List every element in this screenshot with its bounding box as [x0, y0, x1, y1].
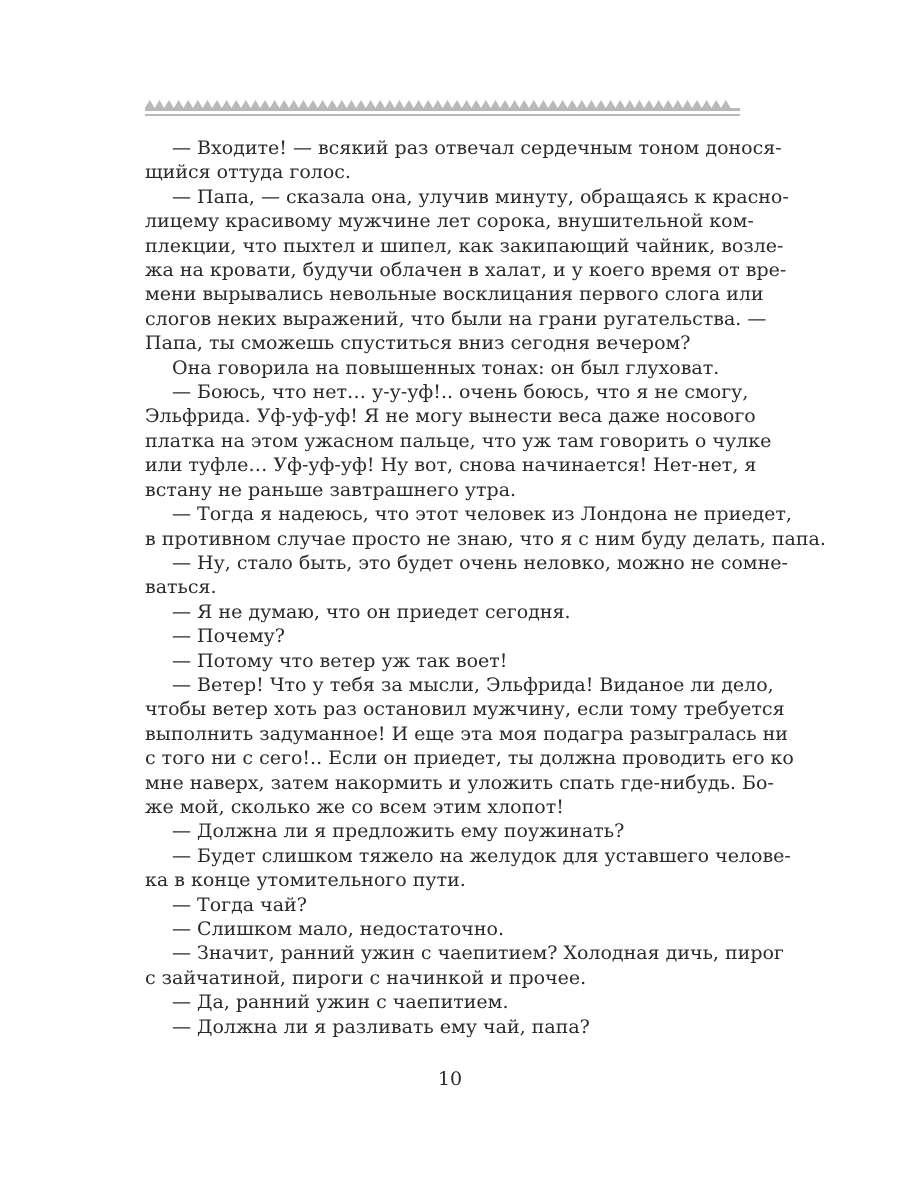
- text-line: ка в конце утомительного пути.: [145, 869, 466, 892]
- ornament-triangle: [587, 100, 597, 108]
- text-line: лицему красивому мужчине лет сорока, внушительной ком-: [145, 210, 754, 233]
- ornament-triangle: [183, 100, 193, 108]
- ornament-triangle: [347, 100, 357, 108]
- ornament-triangle: [635, 100, 645, 108]
- paragraph: [145, 649, 740, 673]
- ornament-triangle: [395, 100, 405, 108]
- ornament-triangle: [203, 100, 213, 108]
- ornament-triangle: [721, 100, 731, 108]
- ornament-triangle: [337, 100, 347, 108]
- ornament-triangle: [222, 100, 232, 108]
- ornament-triangle: [567, 100, 577, 108]
- text-line: — Входите! — всякий раз отвечал сердечным тоном донося-: [172, 137, 782, 159]
- paragraph: [145, 917, 740, 941]
- ornament-triangle: [711, 100, 721, 108]
- ornament-triangle: [327, 100, 337, 108]
- paragraph: [145, 380, 772, 502]
- ornament-triangle: [356, 100, 366, 108]
- ornament-triangle: [491, 100, 501, 108]
- paragraph: [145, 1015, 740, 1039]
- ornament-triangle: [308, 100, 318, 108]
- ornament-triangle: [625, 100, 635, 108]
- text-line: — Ну, стало быть, это будет очень неловко, можно не сомне-: [172, 551, 788, 574]
- ornament-triangle: [462, 100, 472, 108]
- ornament-triangle: [606, 100, 616, 108]
- ornament-triangle: [443, 100, 453, 108]
- text-line: — Ветер! Что у тебя за мысли, Эльфрида! Виданое ли дело,: [172, 673, 774, 696]
- paragraph: [145, 673, 794, 819]
- ornament-triangle: [500, 100, 510, 108]
- ornament-triangle: [212, 100, 222, 108]
- text-line: — Тогда я надеюсь, что этот человек из Лондона не приедет,: [172, 503, 792, 526]
- ornament-triangle: [375, 100, 385, 108]
- ornament-triangle: [577, 100, 587, 108]
- text-line: мне наверх, затем накормить и уложить спать где-нибудь. Бо-: [145, 771, 774, 794]
- ornament-triangle: [615, 100, 625, 108]
- ornament-triangle: [164, 100, 174, 108]
- ornament-triangle: [289, 100, 299, 108]
- text-line: или туфле… Уф-уф-уф! Ну вот, снова начинается! Нет-нет, я: [145, 454, 757, 477]
- text-line: слогов неких выражений, что были на грани ругательства. —: [145, 307, 767, 330]
- paragraph: [145, 551, 788, 600]
- ornament-rule: [145, 114, 740, 116]
- ornament-triangle: [145, 100, 155, 108]
- text-line: — Да, ранний ужин с чаепитием.: [172, 991, 509, 1014]
- text-line: — Должна ли я разливать ему чай, папа?: [172, 1015, 590, 1038]
- text-line: Эльфрида. Уф-уф-уф! Я не могу вынести веса даже носового: [145, 405, 756, 428]
- ornament-triangle: [231, 100, 241, 108]
- ornament-triangle: [471, 100, 481, 108]
- paragraph: [145, 185, 789, 356]
- paragraph: [145, 844, 791, 893]
- ornament-triangle: [414, 100, 424, 108]
- ornament-triangle: [433, 100, 443, 108]
- ornament-triangle: [318, 100, 328, 108]
- paragraph: [145, 624, 740, 648]
- ornament-triangle: [692, 100, 702, 108]
- ornament-triangle: [510, 100, 520, 108]
- ornament-triangle: [251, 100, 261, 108]
- text-line: — Должна ли я предложить ему поужинать?: [172, 820, 625, 843]
- text-line: с того ни с сего!.. Если он приедет, ты должна проводить его ко: [145, 747, 794, 770]
- ornament-triangle: [279, 100, 289, 108]
- body-text: [145, 136, 826, 1039]
- ornament-triangle: [644, 100, 654, 108]
- paragraph: [145, 893, 740, 917]
- ornament-triangle: [673, 100, 683, 108]
- text-line: плекции, что пыхтел и шипел, как закипающий чайник, возле-: [145, 234, 784, 257]
- text-line: выполнить задуманное! И еще эта моя подагра разыгралась ни: [145, 722, 788, 745]
- ornament-triangle: [548, 100, 558, 108]
- paragraph: [145, 600, 740, 624]
- ornament-triangle: [366, 100, 376, 108]
- paragraph: [145, 136, 782, 185]
- ornament-triangle: [702, 100, 712, 108]
- header-ornament: [145, 96, 740, 120]
- text-line: — Потому что ветер уж так воет!: [172, 649, 508, 672]
- ornament-triangle: [193, 100, 203, 108]
- paragraph: [145, 941, 784, 990]
- text-line: мени вырывались невольные восклицания первого слога или: [145, 283, 764, 306]
- ornament-triangle: [452, 100, 462, 108]
- ornament-triangle: [529, 100, 539, 108]
- text-line: же мой, сколько же со всем этим хлопот!: [145, 795, 564, 818]
- ornament-triangle: [519, 100, 529, 108]
- text-line: жа на кровати, будучи облачен в халат, и у коего время от вре-: [145, 259, 787, 282]
- text-line: — Боюсь, что нет… у-у-уф!.. очень боюсь, что я не смогу,: [172, 381, 749, 404]
- text-line: — Почему?: [172, 625, 285, 648]
- text-line: щийся оттуда голос.: [145, 161, 351, 184]
- ornament-triangle: [663, 100, 673, 108]
- ornament-triangle: [404, 100, 414, 108]
- ornament-triangle: [596, 100, 606, 108]
- ornament-triangle: [299, 100, 309, 108]
- ornament-triangle: [423, 100, 433, 108]
- ornament-triangle: [481, 100, 491, 108]
- ornament-triangle: [260, 100, 270, 108]
- text-line: Папа, ты сможешь спуститься вниз сегодня вечером?: [145, 332, 691, 355]
- text-line: платка на этом ужасном пальце, что уж там говорить о чулке: [145, 429, 772, 452]
- text-line: — Папа, — сказала она, улучив минуту, обращаясь к красно-: [172, 185, 789, 208]
- ornament-triangle: [174, 100, 184, 108]
- ornament-band: [145, 108, 740, 111]
- ornament-triangle: [654, 100, 664, 108]
- text-line: в противном случае просто не знаю, что я с ним буду делать, папа.: [145, 527, 826, 550]
- ornament-triangle: [270, 100, 280, 108]
- text-line: — Значит, ранний ужин с чаепитием? Холодная дичь, пирог: [172, 942, 784, 965]
- text-line: ваться.: [145, 576, 217, 599]
- paragraph: [145, 990, 740, 1014]
- paragraph: [145, 819, 740, 843]
- ornament-triangle: [539, 100, 549, 108]
- ornament-triangle: [558, 100, 568, 108]
- text-line: — Тогда чай?: [172, 893, 307, 916]
- ornament-triangle: [385, 100, 395, 108]
- ornament-triangle: [241, 100, 251, 108]
- text-line: — Я не думаю, что он приедет сегодня.: [172, 600, 571, 623]
- ornament-triangle: [683, 100, 693, 108]
- text-line: — Будет слишком тяжело на желудок для уставшего челове-: [172, 844, 791, 867]
- paragraph: [145, 502, 826, 551]
- text-line: встану не раньше завтрашнего утра.: [145, 478, 517, 501]
- text-line: — Слишком мало, недостаточно.: [172, 918, 504, 940]
- text-line: чтобы ветер хоть раз остановил мужчину, если тому требуется: [145, 698, 785, 721]
- text-line: Она говорила на повышенных тонах: он был глуховат.: [172, 356, 720, 379]
- paragraph: [145, 356, 740, 380]
- page-number: 10: [437, 1068, 463, 1090]
- ornament-triangle: [155, 100, 165, 108]
- text-line: с зайчатиной, пироги с начинкой и прочее.: [145, 966, 587, 989]
